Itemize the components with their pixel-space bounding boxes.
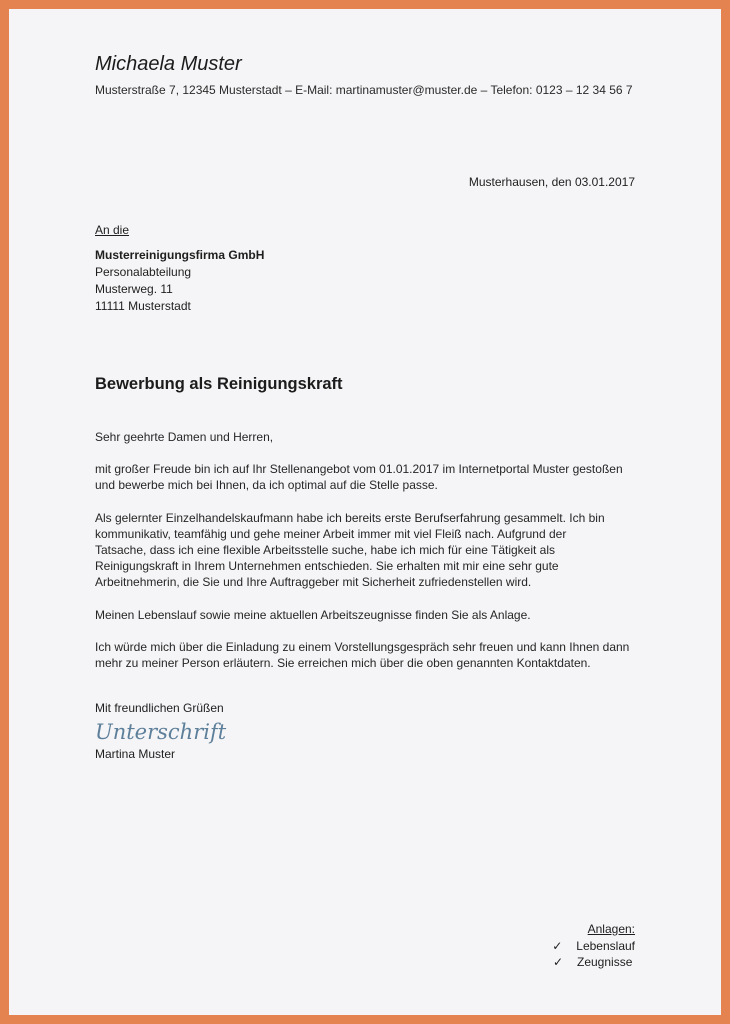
paragraph-line: Reinigungskraft in Ihrem Unternehmen entschieden. Sie erhalten mit mir eine sehr gute xyxy=(95,559,559,574)
paragraph-line: Als gelernter Einzelhandelskaufmann habe ich bereits erste Berufserfahrung gesammelt. Ich bin xyxy=(95,510,605,525)
letter-body xyxy=(95,429,640,687)
recipient-city: 11111 Musterstadt xyxy=(95,299,191,313)
attachment-label: Lebenslauf xyxy=(576,938,635,953)
attachment-label: Zeugnisse xyxy=(577,955,633,969)
signer-name: Martina Muster xyxy=(95,747,176,761)
paragraph-line: Ich würde mich über die Einladung zu einem Vorstellungsgespräch sehr freuen und kann Ihnen dann xyxy=(95,639,630,654)
date-line: Musterhausen, den 03.01.2017 xyxy=(468,175,635,189)
paragraph-line: mehr zu meiner Person erläutern. Sie erreichen mich über die oben genannten Kontaktdaten. xyxy=(95,656,591,671)
signature: Unterschrift xyxy=(95,720,227,744)
recipient-company: Musterreinigungsfirma GmbH xyxy=(95,248,265,262)
recipient-address xyxy=(95,247,264,315)
recipient-department: Personalabteilung xyxy=(95,265,192,279)
paragraph xyxy=(95,461,640,493)
sender-contact-line: Musterstraße 7, 12345 Musterstadt – E-Mail: martinamuster@muster.de – Telefon: 0123 – 12 34 56 7 xyxy=(95,83,633,97)
paragraph-line: mit großer Freude bin ich auf Ihr Stellenangebot vom 01.01.2017 im Internetportal Muster gestoßen xyxy=(95,462,623,477)
attachment-item xyxy=(552,938,635,955)
paragraph xyxy=(95,510,640,591)
recipient-label: An die xyxy=(95,223,130,237)
attachments-list xyxy=(552,921,635,971)
letter-page xyxy=(9,9,721,1015)
salutation: Sehr geehrte Damen und Herren, xyxy=(95,430,274,444)
paragraph-line: Tatsache, dass ich eine flexible Arbeitsstelle suche, habe ich mich für eine Tätigkeit als xyxy=(95,543,556,558)
checkmark-icon: ✓ xyxy=(553,955,564,969)
closing-phrase: Mit freundlichen Grüßen xyxy=(95,701,224,715)
recipient-street: Musterweg. 11 xyxy=(95,282,173,296)
paragraph-line: kommunikativ, teamfähig und gehe meiner Arbeit immer mit viel Fleiß nach. Aufgrund der xyxy=(95,526,567,541)
attachments-title: Anlagen: xyxy=(587,922,635,936)
letter-subject: Bewerbung als Reinigungskraft xyxy=(95,375,343,393)
attachment-item xyxy=(552,954,635,971)
paragraph-line: Meinen Lebenslauf sowie meine aktuellen Arbeitszeugnisse finden Sie als Anlage. xyxy=(95,607,531,622)
sender-name: Michaela Muster xyxy=(95,53,242,75)
paragraph-line: Arbeitnehmerin, die Sie und Ihre Auftraggeber mit Sicherheit zufriedenstellen wird. xyxy=(95,575,532,590)
paragraph-line: und bewerbe mich bei Ihnen, da ich optimal auf die Stelle passe. xyxy=(95,478,438,493)
checkmark-icon: ✓ xyxy=(552,938,563,953)
paragraph xyxy=(95,607,640,623)
paragraph xyxy=(95,639,640,671)
